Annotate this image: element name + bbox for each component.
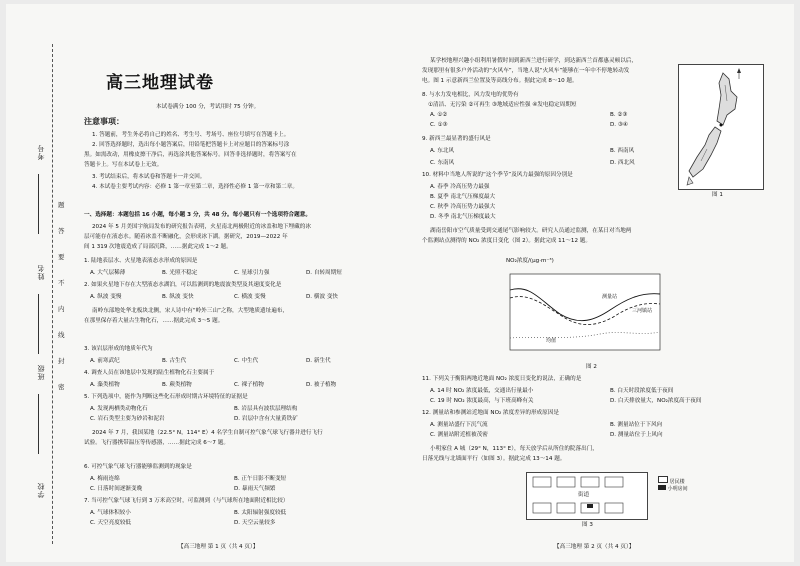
label-class: 班级 — [37, 364, 45, 380]
legend-item: 居民楼 — [658, 476, 688, 485]
note-line: 答题卡上。写在本试卷上无效。 — [84, 162, 163, 168]
option[interactable]: B. ②③ — [610, 112, 628, 118]
seal-char: 密 — [58, 383, 65, 391]
new-zealand-map — [678, 64, 764, 190]
passage-line: 电。图 1 示意新西兰位置及等高线分布。据此完成 8～10 题。 — [422, 78, 578, 84]
option[interactable]: B. 岩层具有波状层理结构 — [234, 406, 298, 412]
option[interactable]: C. 19 时 NO₂ 浓度最高，与下班高峰有关 — [430, 398, 534, 404]
option[interactable]: A. 纵波 变慢 — [90, 294, 122, 300]
seal-char: 内 — [58, 305, 65, 313]
page-footer-left: 【高三地理 第 1 页（共 4 页）】 — [178, 544, 259, 550]
option[interactable]: B. 西南风 — [610, 148, 635, 154]
option[interactable]: A. 春季 冷高压势力最强 — [430, 184, 490, 190]
option[interactable]: A. 发现两栖类动物化石 — [90, 406, 148, 412]
option[interactable]: B. 古生代 — [162, 358, 187, 364]
note-line: 黑。如需改动，用橡皮擦干净后，再选涂其他答案标号。回答非选择题时，将答案写在 — [84, 152, 297, 158]
binding-strip — [6, 4, 64, 562]
passage-line: 在那里保存着大量古生物化石，……据此完成 3～5 题。 — [84, 318, 224, 324]
question-4: 4. 调查人员在该地层中发现的陆生植物化石主要属于 — [84, 370, 215, 376]
option[interactable]: A. 前寒武纪 — [90, 358, 120, 364]
option[interactable]: D. 被子植物 — [306, 382, 337, 388]
seal-char: 线 — [58, 331, 65, 339]
option[interactable]: B. 太阳辐射强度较低 — [234, 510, 287, 516]
figure-1-caption: 图 1 — [712, 192, 723, 198]
question-6: 6. 可控气象气球飞行器能够监测到的现象是 — [84, 464, 192, 470]
street-label: 街道 — [578, 492, 590, 498]
question-1: 1. 陆地表层水、火星地表液态水形成的原因是 — [84, 258, 198, 264]
note-line: 2. 回答选择题时，选出每小题答案后，用铅笔把答题卡上对应题目的答案标号涂 — [92, 142, 290, 148]
figure-2-caption: 图 2 — [586, 364, 597, 370]
statement-list: ①清洁、无污染 ②可再生 ③地域适应性强 ④发电稳定周期短 — [428, 102, 577, 108]
option[interactable]: C. 裸子植物 — [234, 382, 264, 388]
option[interactable]: A. 气球体积较小 — [90, 510, 131, 516]
line-exam-number — [38, 174, 39, 234]
note-line: 4. 本试卷主要考试内容：必修 1 第一章至第二章，选择性必修 1 第一章和第二章。 — [92, 184, 298, 190]
option[interactable]: B. 正午日影不断变短 — [234, 476, 287, 482]
label-school: 学校 — [37, 482, 45, 498]
passage-line: 日落光线与北墙面平行（如图 3）。据此完成 13～14 题。 — [422, 456, 566, 462]
figure-3-caption: 图 3 — [582, 522, 593, 528]
chart-y-label: NO₂浓度/(μg·m⁻³) — [506, 258, 554, 264]
option[interactable]: A. 大气层稀薄 — [90, 270, 126, 276]
passage-line: 个监测站点测得的 NO₂ 浓度日变化（图 2）。据此完成 11～12 题。 — [422, 238, 591, 244]
binding-dashed-line — [52, 44, 53, 544]
map-drawing — [679, 65, 763, 189]
exam-intro: 本试卷满分 100 分，考试用时 75 分钟。 — [156, 104, 260, 110]
option[interactable]: D. 测量站位于上风向 — [610, 432, 663, 438]
label-exam-number: 考号 — [37, 144, 45, 160]
option[interactable]: A. 梅雨连绵 — [90, 476, 120, 482]
option[interactable]: D. 天空云量较多 — [234, 520, 276, 526]
chart-series-label: 三河镇站 — [632, 308, 653, 314]
option[interactable]: B. 蕨类植物 — [162, 382, 192, 388]
question-3: 3. 该岩层形成的地质年代为 — [84, 346, 153, 352]
option[interactable]: C. ①③ — [430, 122, 448, 128]
seal-char: 要 — [58, 253, 65, 261]
option[interactable]: B. 白天时段浓度低于夜间 — [610, 388, 674, 394]
option[interactable]: A. 14 时 NO₂ 浓度最低，交通出行量最小 — [430, 388, 534, 394]
label-name: 姓名 — [37, 264, 45, 280]
option[interactable]: B. 光照不稳定 — [162, 270, 198, 276]
option[interactable]: B. 夏季 南北气压梯度最大 — [430, 194, 496, 200]
line-class — [38, 394, 39, 454]
option[interactable]: A. 藻类植物 — [90, 382, 120, 388]
seal-char: 不 — [58, 279, 65, 287]
question-9: 9. 新西兰最显著的盛行风是 — [422, 136, 491, 142]
note-line: 1. 答题前，考生务必将自己的姓名、考生号、考场号、座位号填写在答题卡上。 — [92, 132, 290, 138]
question-7: 7. 当可控气象气球飞行到 3 万米高空时，可监测到（与气球所在地面附近相比较） — [84, 498, 289, 504]
option[interactable]: D. 暴雨天气频繁 — [234, 486, 276, 492]
option[interactable]: C. 秋季 冷高压势力最强大 — [430, 204, 496, 210]
question-8: 8. 与水力发电相比，风力发电的优势有 — [422, 92, 519, 98]
option[interactable]: C. 日落时间逐渐变晚 — [90, 486, 143, 492]
passage-line: 发现那里有很多户外活动的“火风车”，当地人说“火风车”能够在一年中不停地转动发 — [422, 68, 630, 74]
notes-heading: 注意事项： — [84, 117, 124, 126]
option[interactable]: A. 测量站盛行下沉气流 — [430, 422, 488, 428]
passage-line: 试验。飞行器携带温压等传感器，……据此完成 6～7 题。 — [84, 440, 229, 446]
passage-line: 小明家住 A 城（29° N，113° E），每天放学后从所住的院落出门， — [430, 446, 598, 452]
passage-line: 间 1 319 次地震造成了局部沉降，……据此完成 1～2 题。 — [84, 244, 232, 250]
option[interactable]: D. 横波 变快 — [306, 294, 339, 300]
figure-3-legend — [658, 476, 688, 492]
option[interactable]: B. 测量站位于下风向 — [610, 422, 663, 428]
option[interactable]: A. ①② — [430, 112, 448, 118]
question-5: 5. 下列选项中，能作为判断这些化石形成时期古环境特征的证据是 — [84, 394, 248, 400]
option[interactable]: C. 中生代 — [234, 358, 259, 364]
passage-line: 某学校地理兴趣小组利用暑假时间到新西兰进行研学，到达新西兰首都惠灵顿以后， — [430, 58, 637, 64]
option[interactable]: D. 新生代 — [306, 358, 331, 364]
question-11: 11. 下列关于衡阳两地近地面 NO₂ 浓度日变化的说法，正确的是 — [422, 376, 582, 382]
option[interactable]: D. 岩层中含有大量黄铁矿 — [234, 416, 298, 422]
question-12: 12. 测量站和参测站近地面 NO₂ 浓度差异的形成原因是 — [422, 410, 559, 416]
seal-char: 题 — [58, 201, 65, 209]
passage-line: 层可能存在液态水。随着冰盖不断融化，会形成冰下湖。据研究，2019—2022 年 — [84, 234, 288, 240]
passage-line: 2024 年 5 月美国宇航局发布的研究报告表明，火星南北两极附近的冰盖和地下埋藏的冰 — [92, 224, 311, 230]
line-name — [38, 294, 39, 354]
page-title: 高三地理试卷 — [106, 73, 214, 93]
chart-series-label: 测量站 — [602, 294, 618, 300]
question-2: 2. 如果火星地下存在大型液态水湖泊，可以监测到的地震波类型及其速度变化是 — [84, 282, 282, 288]
option[interactable]: C. 东南风 — [430, 160, 455, 166]
section-heading: 一、选择题：本题包括 16 小题，每小题 3 分，共 48 分。每小题只有一个选项符合题意。 — [84, 212, 311, 218]
option[interactable]: D. 西北风 — [610, 160, 635, 166]
option[interactable]: C. 岩石类型主要为砂岩和泥岩 — [90, 416, 165, 422]
option[interactable]: B. 纵波 变快 — [162, 294, 194, 300]
exam-sheet — [6, 4, 794, 562]
option[interactable]: D. 冬季 南北气压梯度最大 — [430, 214, 496, 220]
question-10: 10. 材料中当地人所说的“这个季节”及风力最强的原因分别是 — [422, 172, 573, 178]
passage-line: 湖南岳阳市空气质量受到交通尾气影响较大。研究人员通过监测，在某日对当地两 — [430, 228, 632, 234]
option[interactable]: D. 自转周期短 — [306, 270, 342, 276]
option[interactable]: D. ③④ — [610, 122, 628, 128]
note-line: 3. 考试结束后，将本试卷和答题卡一并交回。 — [92, 174, 206, 180]
option[interactable]: C. 测量站附近植被茂密 — [430, 432, 488, 438]
seal-char: 答 — [58, 227, 65, 235]
passage-line: 2024 年 7 月，我国某地（22.5° N，114° E）4 名学生自制可控气象气球飞行器并进行飞行 — [92, 430, 323, 436]
seal-char: 封 — [58, 357, 65, 365]
option[interactable]: C. 星球引力强 — [234, 270, 270, 276]
option[interactable]: D. 白天排放量大，NO₂浓度高于夜间 — [610, 398, 702, 404]
option[interactable]: C. 横波 变慢 — [234, 294, 266, 300]
page-footer-right: 【高三地理 第 2 页（共 4 页）】 — [554, 544, 635, 550]
legend-item: 小明房间 — [658, 485, 688, 492]
chart-series-label: 均值 — [546, 338, 557, 344]
option[interactable]: C. 天空亮度较低 — [90, 520, 132, 526]
option[interactable]: A. 东北风 — [430, 148, 455, 154]
passage-line: 南岭东部地处华北板块北侧，宋人诗中有“岭外三山”之称，大型地质遗址遍布， — [92, 308, 288, 314]
